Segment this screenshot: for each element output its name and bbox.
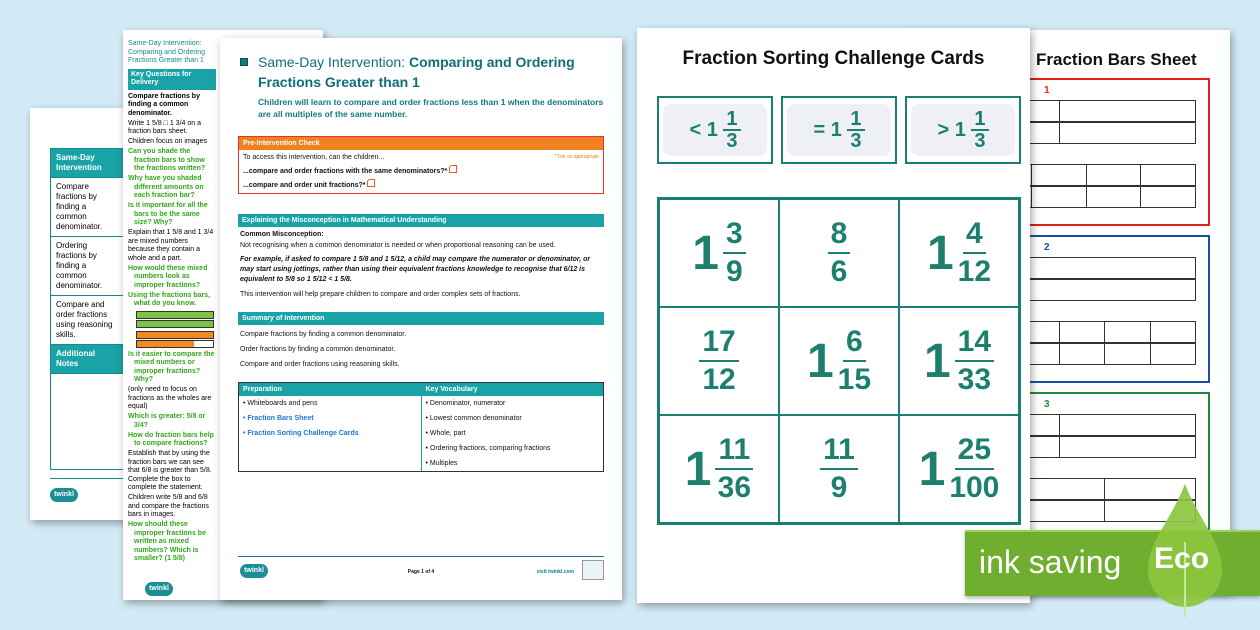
fraction-bars-illustration	[136, 311, 214, 348]
question: Is it easier to compare the mixed numbers or improper fractions? Why?	[128, 350, 215, 383]
fraction	[699, 327, 738, 395]
text: Compare and order fractions using reasoning skills.	[240, 361, 400, 368]
card-face	[787, 104, 890, 155]
denominator: 9	[726, 255, 743, 288]
numerator: 4	[963, 219, 986, 254]
notes-row: Compare and order fractions using reasoning skills.	[56, 300, 113, 339]
key-questions-header: Key Questions for Delivery	[128, 69, 216, 90]
denominator: 12	[702, 363, 736, 396]
checkbox[interactable]	[449, 165, 457, 173]
fraction	[949, 435, 999, 503]
fraction-card[interactable]	[899, 199, 1019, 307]
twinkl-logo: twinkl	[145, 582, 173, 596]
numerator: 6	[843, 327, 866, 362]
whole-number: 1	[806, 334, 834, 388]
text: Explain that 1 5/8 and 1 3/4 are mixed numbers because they contain a whole and a part.	[128, 229, 214, 262]
text: Lowest common denominator	[429, 415, 522, 422]
eco-label: Eco	[1154, 542, 1210, 575]
question: How do fraction bars help to compare fractions?	[128, 431, 214, 447]
fraction	[838, 327, 871, 395]
fraction	[971, 109, 988, 151]
category-card[interactable]	[781, 96, 897, 164]
text: Ordering fractions, comparing fractions	[429, 445, 551, 452]
fraction	[820, 435, 858, 503]
whole-number: 1	[684, 442, 712, 496]
numerator: 11	[820, 435, 858, 470]
text: Compare fractions by finding a common denominator.	[240, 331, 407, 338]
additional-notes-header: Additional Notes	[56, 349, 96, 368]
notes-header: Same-Day Intervention	[56, 153, 102, 172]
checkbox[interactable]	[367, 179, 375, 187]
denominator: 3	[974, 130, 986, 152]
numerator: 17	[699, 327, 738, 362]
denominator: 36	[717, 471, 752, 504]
numerator: 25	[955, 435, 994, 470]
fraction-card[interactable]	[779, 199, 899, 307]
whole-number: 1	[926, 226, 954, 280]
fraction	[955, 327, 994, 395]
card-symbol: < 1	[689, 118, 718, 141]
denominator: 9	[830, 471, 848, 504]
text: Multiples	[429, 460, 458, 467]
fraction	[715, 435, 753, 503]
text: Children write 5/8 and 6/8 and compare the fractions bars in images.	[128, 494, 209, 518]
page-sorting-cards	[637, 28, 1030, 603]
text: Whole, part	[429, 430, 466, 437]
page-intervention-overview	[220, 38, 622, 600]
text: Common Misconception:	[240, 231, 324, 238]
denominator: 15	[837, 363, 872, 396]
text: Establish that by using the fraction bars we can see that 6/8 is greater than 5/8. Complete the box to complete the statement.	[128, 450, 212, 491]
badge-text: ink saving	[979, 544, 1122, 580]
section-header: Summary of Intervention	[238, 312, 604, 325]
numerator: 14	[955, 327, 994, 362]
text: (only need to focus on fractions as the wholes are equal)	[128, 386, 212, 410]
page-title: Fraction Sorting Challenge Cards	[682, 48, 985, 69]
text: *Tick as appropriate	[554, 154, 599, 160]
fraction	[723, 219, 746, 287]
title-bold: Comparing and Ordering Fractions Greater than 1	[258, 54, 575, 90]
text: Write 1 5/8 □ 1 3/4 on a fraction bars sheet.	[128, 119, 201, 135]
text: Not recognising when a common denominator is needed or when proportional reasoning can be used.	[240, 242, 556, 249]
quality-badge-icon	[582, 560, 604, 580]
card-face	[911, 104, 1014, 155]
text: To access this intervention, can the children...	[243, 154, 385, 161]
section-header: Preparation	[239, 383, 421, 396]
denominator: 12	[957, 255, 992, 288]
denominator: 6	[830, 255, 848, 288]
denominator: 3	[726, 130, 738, 152]
denominator: 3	[850, 130, 862, 152]
section-header: Key Vocabulary	[422, 383, 604, 396]
text: Denominator, numerator	[429, 400, 506, 407]
card-face	[663, 104, 766, 155]
check-item: ...compare and order unit fractions?*	[243, 182, 366, 189]
fraction-card[interactable]	[779, 307, 899, 415]
resource-link[interactable]: Fraction Sorting Challenge Cards	[247, 430, 359, 437]
question: Why have you shaded different amounts on each fraction bar?	[128, 175, 204, 199]
title-light: Same-Day Intervention:	[258, 54, 409, 70]
check-item: ...compare and order fractions with the same denominators?*	[243, 168, 448, 175]
question: Using the fractions bars, what do you know.	[128, 291, 211, 307]
fraction-card[interactable]	[659, 415, 779, 523]
whole-number: 1	[923, 334, 951, 388]
page-b-title: Same-Day Intervention: Comparing and Ordering Fractions Greater than 1	[128, 40, 206, 64]
text: This intervention will help prepare children to compare and order complex sets of fractions.	[240, 291, 521, 298]
fraction-card[interactable]	[659, 199, 779, 307]
cards-grid	[657, 197, 1021, 525]
page-title	[258, 52, 616, 92]
page-subtitle: Children will learn to compare and order fractions less than 1 when the denominators are all multiples of the same number.	[258, 97, 604, 119]
whole-number: 1	[692, 226, 719, 280]
fraction	[847, 109, 864, 151]
card-symbol: = 1	[813, 118, 842, 141]
numerator: 11	[715, 435, 753, 470]
fraction-card[interactable]	[899, 415, 1019, 523]
section-header: Pre-Intervention Check	[239, 137, 603, 150]
text: Whiteboards and pens	[247, 400, 318, 407]
twinkl-logo: twinkl	[50, 488, 78, 502]
numerator: 8	[828, 219, 851, 254]
page-title: Fraction Bars Sheet	[1036, 50, 1197, 69]
question: How should these improper fractions be written as mixed numbers? Which is smaller? (1 5/8)	[128, 521, 206, 562]
fraction-card[interactable]	[779, 415, 899, 523]
fraction-card[interactable]	[659, 307, 779, 415]
card-symbol: > 1	[937, 118, 966, 141]
notes-row: Compare fractions by finding a common denominator.	[56, 182, 103, 231]
category-card[interactable]	[905, 96, 1021, 164]
numerator: 1	[847, 109, 864, 131]
section-number: 2	[1044, 242, 1050, 253]
text: Children focus on images	[128, 138, 207, 145]
denominator: 33	[957, 363, 992, 396]
question: Which is greater: 5/8 or 3/4?	[128, 413, 206, 429]
question: Can you shade the fraction bars to show the fractions written?	[128, 148, 206, 172]
numerator: 3	[723, 219, 746, 254]
denominator: 100	[949, 471, 1000, 504]
pre-intervention-check	[238, 136, 604, 194]
text: Compare fractions by finding a common denominator.	[128, 92, 200, 117]
fraction	[828, 219, 851, 287]
text: Order fractions by finding a common denominator.	[240, 346, 396, 353]
page-number: Page 1 of 4	[407, 569, 435, 575]
notes-row: Ordering fractions by finding a common denominator.	[56, 241, 103, 290]
fraction-card[interactable]	[899, 307, 1019, 415]
numerator: 1	[723, 109, 740, 131]
fraction	[723, 109, 740, 151]
preparation-vocabulary-table: Preparation • Whiteboards and pens • Fraction Bars Sheet • Fraction Sorting Challenge Cards Key Vocabulary • Denominator, numerator • Lowest common denominator • Whole, part • Ordering fractions, comparing fractions • Multiples	[238, 382, 604, 472]
numerator: 1	[971, 109, 988, 131]
question: Is it important for all the bars to be the same size? Why?	[128, 202, 208, 226]
twinkl-logo: twinkl	[240, 564, 268, 578]
category-card[interactable]	[657, 96, 773, 164]
section-header: Explaining the Misconception in Mathematical Understanding	[238, 214, 604, 227]
section-number: 1	[1044, 85, 1050, 96]
question: How would these mixed numbers look as improper fractions?	[128, 264, 208, 289]
section-number: 3	[1044, 399, 1050, 410]
text: For example, if asked to compare 1 5/8 and 1 5/12, a child may compare the numerator or denominator, or may start using jottings, rather than using their equivalent fractions knowledge to recognise that 6/12 is equivalent to 5/8 so 1 5/12 < 1 5/8.	[240, 256, 591, 283]
resource-link[interactable]: Fraction Bars Sheet	[247, 415, 314, 422]
site-link[interactable]: visit twinkl.com	[536, 569, 574, 575]
whole-number: 1	[918, 442, 946, 496]
fraction	[958, 219, 991, 287]
